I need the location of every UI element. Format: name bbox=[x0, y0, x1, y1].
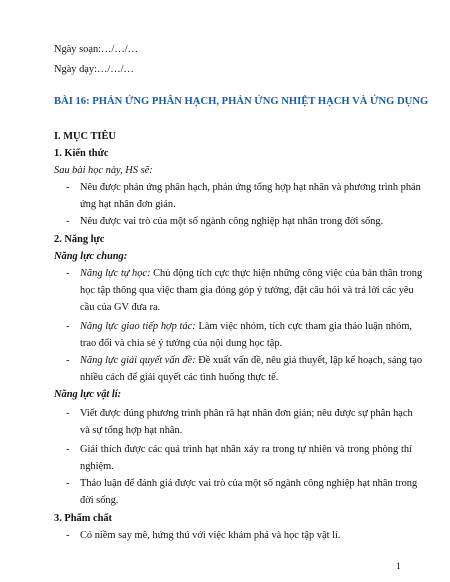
bullet-marker: - bbox=[66, 216, 70, 227]
date-prepared: Ngày soạn:…/…/… bbox=[54, 44, 138, 55]
physics-bullet-2-line1: Giải thích được các quá trình hạt nhân xảy ra trong tự nhiên và trong phòng thí bbox=[80, 444, 412, 455]
physics-competence-heading: Năng lực vật lí: bbox=[54, 389, 122, 400]
knowledge-intro: Sau bài học này, HS sẽ: bbox=[54, 165, 153, 176]
general-bullet-2-text: Làm việc nhóm, tích cực tham gia thảo luận nhóm, bbox=[195, 321, 412, 332]
bullet-marker: - bbox=[66, 182, 70, 193]
subheading-competence: 2. Năng lực bbox=[54, 234, 105, 245]
page-number: 1 bbox=[396, 561, 401, 572]
general-bullet-3-text: Đề xuất vấn đề, nêu giả thuyết, lập kế hoạch, sáng tạo bbox=[195, 355, 423, 366]
physics-bullet-3-line1: Thảo luận để đánh giá được vai trò của một số ngành công nghiệp hạt nhân trong bbox=[80, 478, 418, 489]
bullet-marker: - bbox=[66, 321, 70, 332]
physics-bullet-2-line2: nghiệm. bbox=[80, 461, 114, 472]
knowledge-bullet-1-line1: Nêu được phản ứng phân hạch, phản ứng tổng hợp hạt nhân và phương trình phản bbox=[80, 182, 421, 193]
lesson-title: BÀI 16: PHẢN ỨNG PHÂN HẠCH, PHẢN ỨNG NHIỆT HẠCH VÀ ỨNG DỤNG bbox=[54, 96, 429, 107]
bullet-marker: - bbox=[66, 444, 70, 455]
bullet-marker: - bbox=[66, 530, 70, 541]
general-bullet-3-label: Năng lực giải quyết vấn đề: bbox=[80, 355, 196, 366]
general-bullet-3-line2: nhiều cách để giải quyết các tình huống thực tế. bbox=[80, 372, 279, 383]
general-bullet-1-line1 bbox=[80, 268, 423, 279]
physics-bullet-3-line2: đời sống. bbox=[80, 495, 119, 506]
general-bullet-1-text: Chủ động tích cực thực hiện những công việc của bản thân trong bbox=[150, 268, 423, 279]
physics-bullet-1-line2: và sự tổng hợp hạt nhân. bbox=[80, 425, 183, 436]
general-bullet-2-line1 bbox=[80, 321, 412, 332]
bullet-marker: - bbox=[66, 478, 70, 489]
general-bullet-1-line2: học tập thông qua việc tham gia đóng góp ý tưởng, đặt câu hỏi và trả lời các yêu bbox=[80, 285, 414, 296]
date-taught: Ngày dạy:…/…/… bbox=[54, 64, 134, 75]
section-heading-objectives: I. MỤC TIÊU bbox=[54, 131, 116, 142]
knowledge-bullet-2: Nêu được vai trò của một số ngành công nghiệp hạt nhân trong đời sống. bbox=[80, 216, 384, 227]
bullet-marker: - bbox=[66, 268, 70, 279]
general-competence-heading: Năng lực chung: bbox=[54, 251, 128, 262]
physics-bullet-1-line1: Viết được đúng phương trình phân rã hạt nhân đơn giản; nêu được sự phân hạch bbox=[80, 408, 413, 419]
subheading-qualities: 3. Phẩm chất bbox=[54, 513, 113, 524]
general-bullet-1-label: Năng lực tự học: bbox=[80, 268, 151, 279]
general-bullet-1-line3: cầu của GV đưa ra. bbox=[80, 302, 161, 313]
bullet-marker: - bbox=[66, 408, 70, 419]
bullet-marker: - bbox=[66, 355, 70, 366]
subheading-knowledge: 1. Kiến thức bbox=[54, 148, 109, 159]
knowledge-bullet-1-line2: ứng hạt nhân đơn giản. bbox=[80, 199, 176, 210]
qualities-bullet-1: Có niềm say mê, hứng thú với việc khám phá và học tập vật lí. bbox=[80, 530, 341, 541]
general-bullet-2-line2: trao đổi và chia sẻ ý tưởng của nội dung học tập. bbox=[80, 338, 283, 349]
general-bullet-3-line1 bbox=[80, 355, 423, 366]
general-bullet-2-label: Năng lực giao tiếp hợp tác: bbox=[80, 321, 196, 332]
